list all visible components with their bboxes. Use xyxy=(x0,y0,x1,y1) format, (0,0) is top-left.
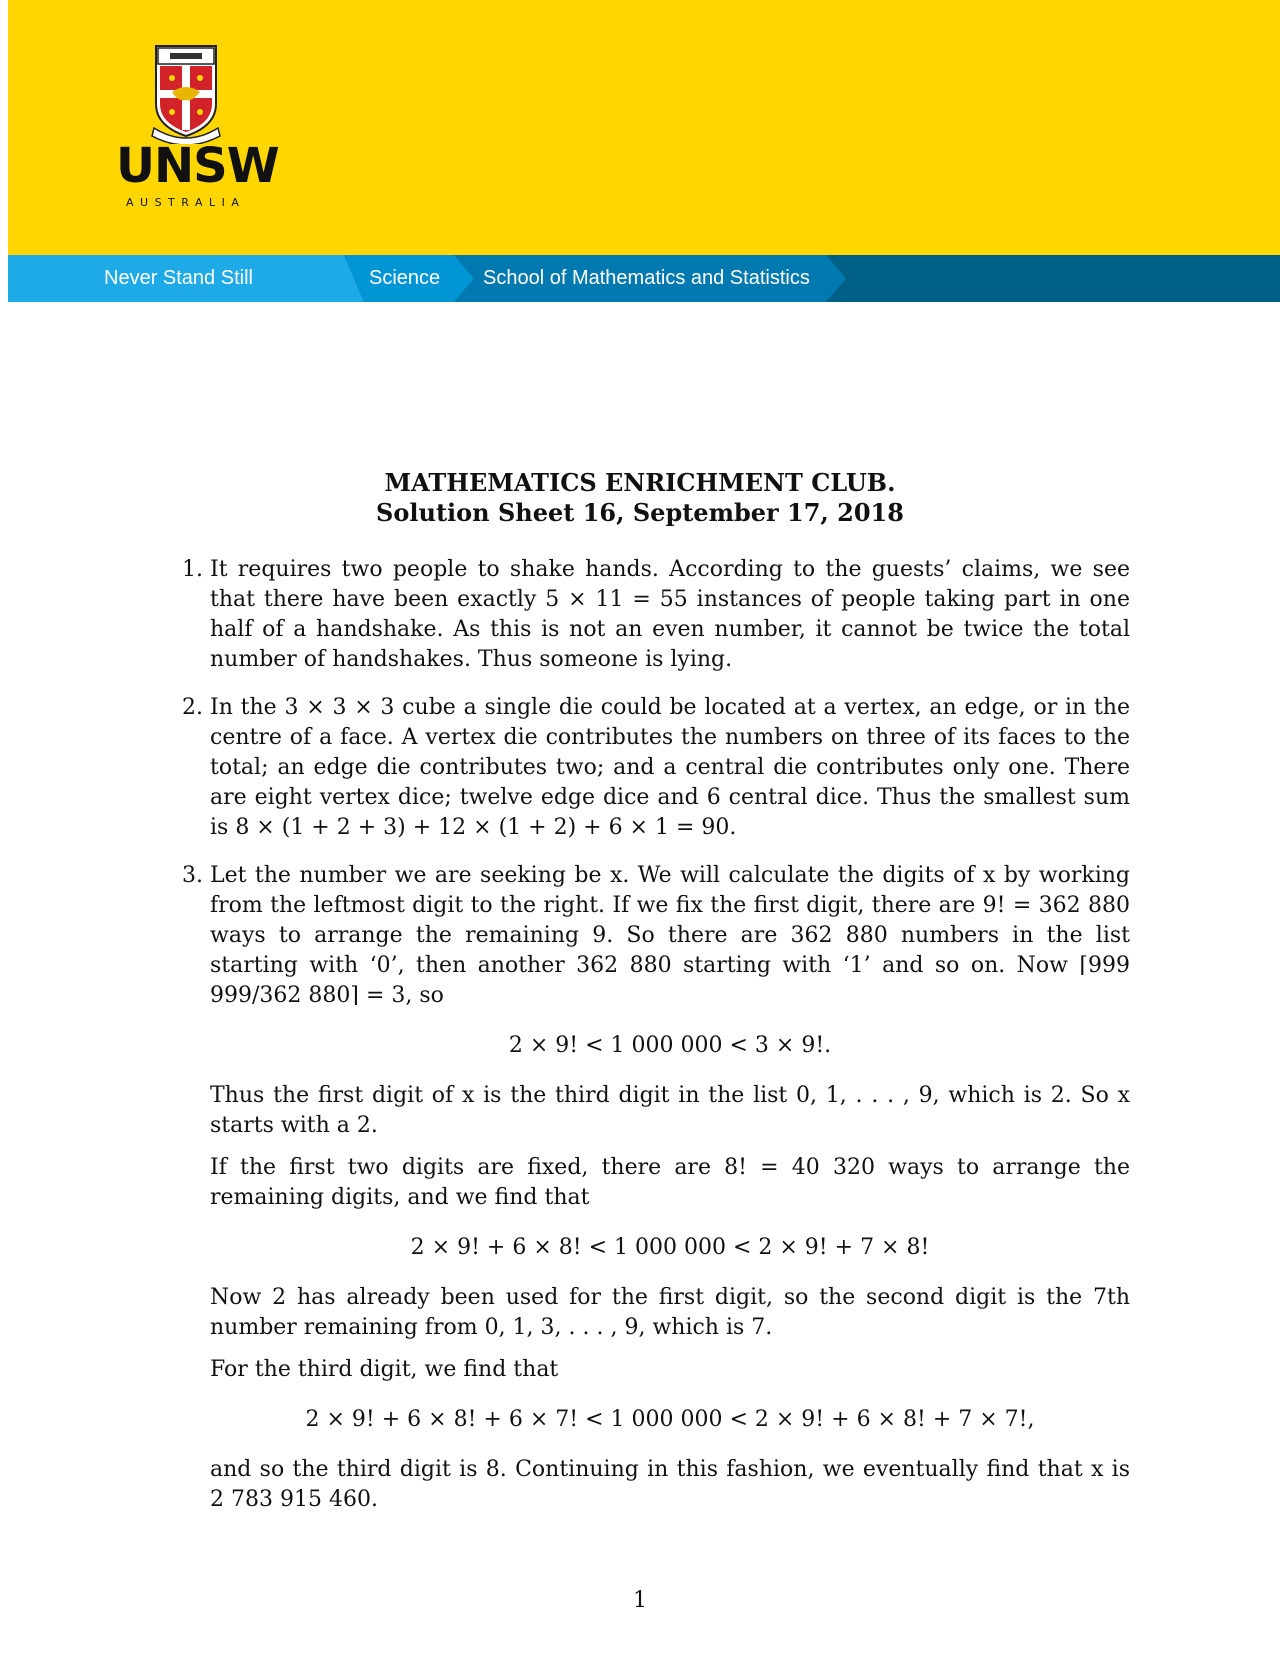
solution-3 xyxy=(210,861,1130,1515)
solution-1 xyxy=(210,555,1130,675)
solution-3-para-4: Now 2 has already been used for the first digit, so the second digit is the 7th number remaining from 0, 1, 3, . . . , 9, which is 7. xyxy=(210,1285,1130,1340)
school-name: School of Mathematics and Statistics xyxy=(483,267,810,289)
title-line-2: Solution Sheet 16, September 17, 2018 xyxy=(376,498,904,527)
title-line-1: MATHEMATICS ENRICHMENT CLUB. xyxy=(384,468,896,497)
solution-3-para-1: 3. Let the number we are seeking be x. We will calculate the digits of x by working from the leftmost digit to the right. If we fix the first digit, there are 9! = 362 880 ways to arrange the remaining 9. So there are 362 880 numbers in the list starting with ‘0’, then another 362 880 starting with ‘1’ and so on. Now ⌈999 999/362 880⌉ = 3, so xyxy=(210,863,1130,1008)
solution-3-para-2: Thus the first digit of x is the third digit in the list 0, 1, . . . , 9, which is 2. So x starts with a 2. xyxy=(210,1083,1130,1138)
header-band xyxy=(8,0,1280,255)
equation-2: 2 × 9! + 6 × 8! < 1 000 000 < 2 × 9! + 7 × 8! xyxy=(410,1235,930,1260)
solution-2-text: In the 3 × 3 × 3 cube a single die could be located at a vertex, an edge, or in the centre of a face. A vertex die contributes the numbers on three of its faces to the total; an edge die contributes two; and a central die contributes only one. There are eight vertex dice; twelve edge dice and 6 central dice. Thus the smallest sum is 8 × (1 + 2 + 3) + 12 × (1 + 2) + 6 × 1 = 90. xyxy=(210,695,1130,840)
equation-1: 2 × 9! < 1 000 000 < 3 × 9!. xyxy=(508,1033,832,1058)
faculty-science: Science xyxy=(369,267,441,289)
banner-bar xyxy=(8,255,1280,302)
page-number: 1 xyxy=(633,1588,647,1613)
university-country: AUSTRALIA xyxy=(126,196,246,209)
slogan-never-stand-still: Never Stand Still xyxy=(104,267,253,289)
solution-3-para-6: and so the third digit is 8. Continuing in this fashion, we eventually find that x is 2 783 915 460. xyxy=(210,1457,1130,1512)
document-title xyxy=(0,468,1280,528)
solution-1-text: It requires two people to shake hands. According to the guests’ claims, we see that there have been exactly 5 × 11 = 55 instances of people taking part in one half of a handshake. As this is not an even number, it cannot be twice the total number of handshakes. Thus someone is lying. xyxy=(210,557,1130,672)
solutions-list xyxy=(180,555,1130,1515)
solution-2 xyxy=(210,693,1130,843)
solution-3-para-3: If the first two digits are fixed, there are 8! = 40 320 ways to arrange the remaining digits, and we find that xyxy=(210,1155,1130,1210)
solution-3-para-5: For the third digit, we find that xyxy=(210,1357,559,1382)
equation-3: 2 × 9! + 6 × 8! + 6 × 7! < 1 000 000 < 2 × 9! + 6 × 8! + 7 × 7!, xyxy=(305,1407,1035,1432)
university-wordmark: UNSW xyxy=(116,138,279,194)
solutions-body xyxy=(180,555,1130,1533)
